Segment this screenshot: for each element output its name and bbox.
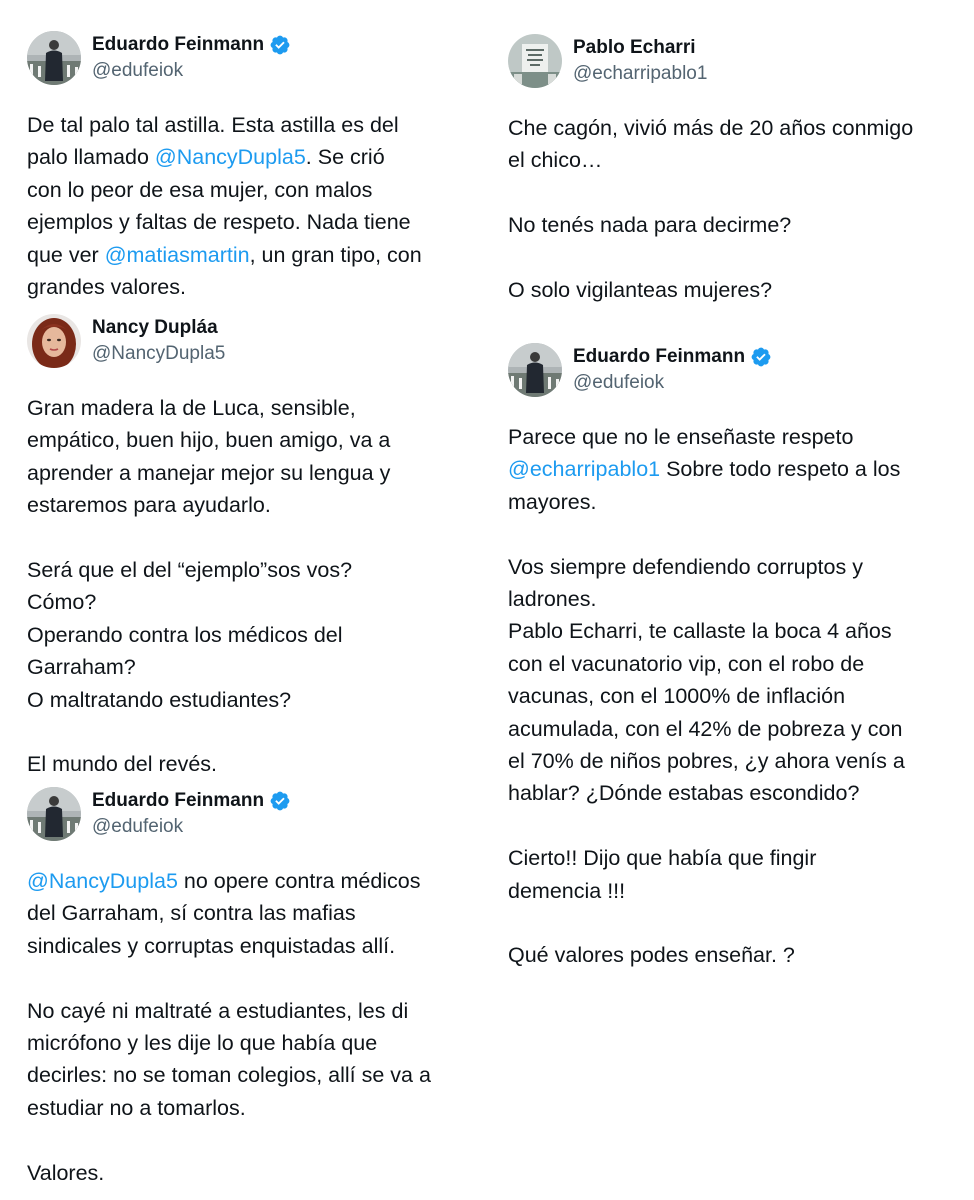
tweet-pablo — [508, 33, 913, 306]
tweet-line: Qué valores podes enseñar. ? — [508, 943, 795, 968]
mention-link[interactable]: @NancyDupla5 — [154, 145, 306, 170]
name-row — [92, 788, 291, 814]
avatar[interactable] — [508, 343, 562, 397]
tweet-text — [508, 421, 905, 972]
nancy-avatar-image — [27, 314, 81, 368]
tweet-line: con el vacunatorio vip, con el robo de — [508, 651, 865, 676]
tweet-text-fragment: que ver — [27, 242, 105, 267]
author-block — [92, 788, 291, 840]
avatar[interactable] — [27, 314, 81, 368]
author-name[interactable]: Eduardo Feinmann — [92, 790, 265, 811]
author-name[interactable]: Eduardo Feinmann — [573, 346, 746, 367]
tweet-line: Cómo? — [27, 590, 97, 615]
tweet-text — [508, 112, 913, 306]
avatar[interactable] — [27, 787, 81, 841]
paragraph-gap — [27, 716, 390, 748]
author-handle[interactable]: @echarripablo1 — [573, 63, 708, 84]
tweet-line: acumulada, con el 42% de pobreza y con — [508, 716, 903, 741]
name-row — [573, 35, 707, 61]
tweet-line: empático, buen hijo, buen amigo, va a — [27, 428, 391, 453]
tweet-text — [27, 109, 422, 303]
tweet-text-fragment: Sobre todo respeto a los — [660, 457, 901, 482]
mention-link[interactable]: @NancyDupla5 — [27, 869, 178, 893]
tweet-line — [27, 239, 422, 271]
verified-icon — [750, 346, 772, 368]
paragraph-gap — [27, 962, 431, 994]
tweet-eduardo-2 — [27, 786, 431, 1189]
tweet-line: el 70% de niños pobres, ¿y ahora venís a — [508, 749, 905, 774]
tweet-line — [508, 453, 905, 485]
tweet-text — [27, 865, 431, 1189]
tweet-text-fragment: no opere contra médicos — [177, 869, 421, 893]
verified-icon — [269, 34, 291, 56]
tweet-nancy — [27, 313, 390, 781]
tweet-line: Cierto!! Dijo que había que fingir — [508, 846, 817, 871]
tweet-line: Garraham? — [27, 655, 136, 680]
paragraph-gap — [508, 810, 905, 842]
tweet-line: ladrones. — [508, 587, 597, 612]
tweet-text-fragment: palo llamado — [27, 145, 155, 170]
paragraph-gap — [27, 522, 390, 554]
tweet-line: De tal palo tal astilla. Esta astilla es del — [27, 113, 399, 137]
tweet-line: aprender a manejar mejor su lengua y — [27, 460, 391, 485]
tweet-line: No tenés nada para decirme? — [508, 213, 792, 238]
author-handle[interactable]: @edufeiok — [92, 816, 184, 837]
pablo-avatar-image — [508, 34, 562, 88]
verified-icon — [269, 790, 291, 812]
eduardo-avatar-image — [508, 343, 562, 397]
tweet-line: O solo vigilanteas mujeres? — [508, 278, 773, 302]
tweet-line: Gran madera la de Luca, sensible, — [27, 396, 356, 420]
author-name[interactable]: Nancy Dupláa — [92, 317, 218, 338]
tweet-line: sindicales y corruptas enquistadas allí. — [27, 933, 396, 958]
eduardo-avatar-image — [27, 787, 81, 841]
tweet-line: Vos siempre defendiendo corruptos y — [508, 554, 863, 579]
tweet-line: El mundo del revés. — [27, 752, 218, 777]
tweet-line: vacunas, con el 1000% de inflación — [508, 684, 846, 709]
tweet-line: del Garraham, sí contra las mafias — [27, 901, 356, 926]
author-block — [573, 35, 707, 87]
tweet-text — [27, 392, 390, 781]
author-block — [92, 315, 225, 367]
tweet-line: Operando contra los médicos del — [27, 622, 343, 647]
author-handle[interactable]: @edufeiok — [573, 372, 665, 393]
tweet-eduardo-1 — [27, 30, 422, 303]
tweet-header — [508, 33, 913, 89]
tweet-header — [27, 786, 431, 842]
tweet-line: Será que el del “ejemplo”sos vos? — [27, 558, 353, 583]
author-block — [92, 32, 291, 84]
mention-link[interactable]: @echarripablo1 — [508, 457, 661, 482]
tweet-line — [27, 141, 422, 173]
tweet-line: decirles: no se toman colegios, allí se va a — [27, 1063, 431, 1088]
tweet-text-fragment: , un gran tipo, con — [249, 242, 422, 267]
tweet-line: micrófono y les dije lo que había que — [27, 1031, 378, 1056]
tweet-line: Pablo Echarri, te callaste la boca 4 años — [508, 619, 892, 644]
tweet-eduardo-3 — [508, 342, 905, 972]
author-block — [573, 344, 772, 396]
paragraph-gap — [27, 1124, 431, 1156]
paragraph-gap — [508, 907, 905, 939]
author-handle[interactable]: @NancyDupla5 — [92, 343, 226, 364]
tweet-line: mayores. — [508, 489, 597, 514]
tweet-line: Valores. — [27, 1160, 105, 1185]
mention-link[interactable]: @matiasmartin — [104, 242, 250, 267]
tweet-header — [508, 342, 905, 398]
author-name[interactable]: Pablo Echarri — [573, 37, 696, 58]
tweet-line: estudiar no a tomarlos. — [27, 1095, 246, 1120]
tweet-line: O maltratando estudiantes? — [27, 687, 292, 712]
paragraph-gap — [508, 177, 913, 209]
tweet-line: Che cagón, vivió más de 20 años conmigo — [508, 116, 914, 140]
author-name[interactable]: Eduardo Feinmann — [92, 34, 265, 55]
tweet-line: grandes valores. — [27, 275, 186, 300]
author-handle[interactable]: @edufeiok — [92, 60, 184, 81]
eduardo-avatar-image — [27, 31, 81, 85]
avatar[interactable] — [508, 34, 562, 88]
tweet-text-fragment: . Se crió — [305, 145, 385, 170]
name-row — [573, 344, 772, 370]
tweet-line: con lo peor de esa mujer, con malos — [27, 177, 373, 202]
tweet-line: el chico… — [508, 148, 603, 173]
tweet-line — [27, 865, 431, 897]
tweet-line: demencia !!! — [508, 878, 626, 903]
paragraph-gap — [508, 242, 913, 274]
tweet-line: Parece que no le enseñaste respeto — [508, 425, 854, 449]
paragraph-gap — [508, 518, 905, 550]
tweet-line: No cayé ni maltraté a estudiantes, les di — [27, 998, 409, 1023]
tweet-header — [27, 313, 390, 369]
name-row — [92, 315, 225, 341]
avatar[interactable] — [27, 31, 81, 85]
tweet-line: ejemplos y faltas de respeto. Nada tiene — [27, 210, 411, 235]
name-row — [92, 32, 291, 58]
tweet-line: estaremos para ayudarlo. — [27, 493, 271, 518]
tweet-line: hablar? ¿Dónde estabas escondido? — [508, 781, 860, 806]
tweet-header — [27, 30, 422, 86]
